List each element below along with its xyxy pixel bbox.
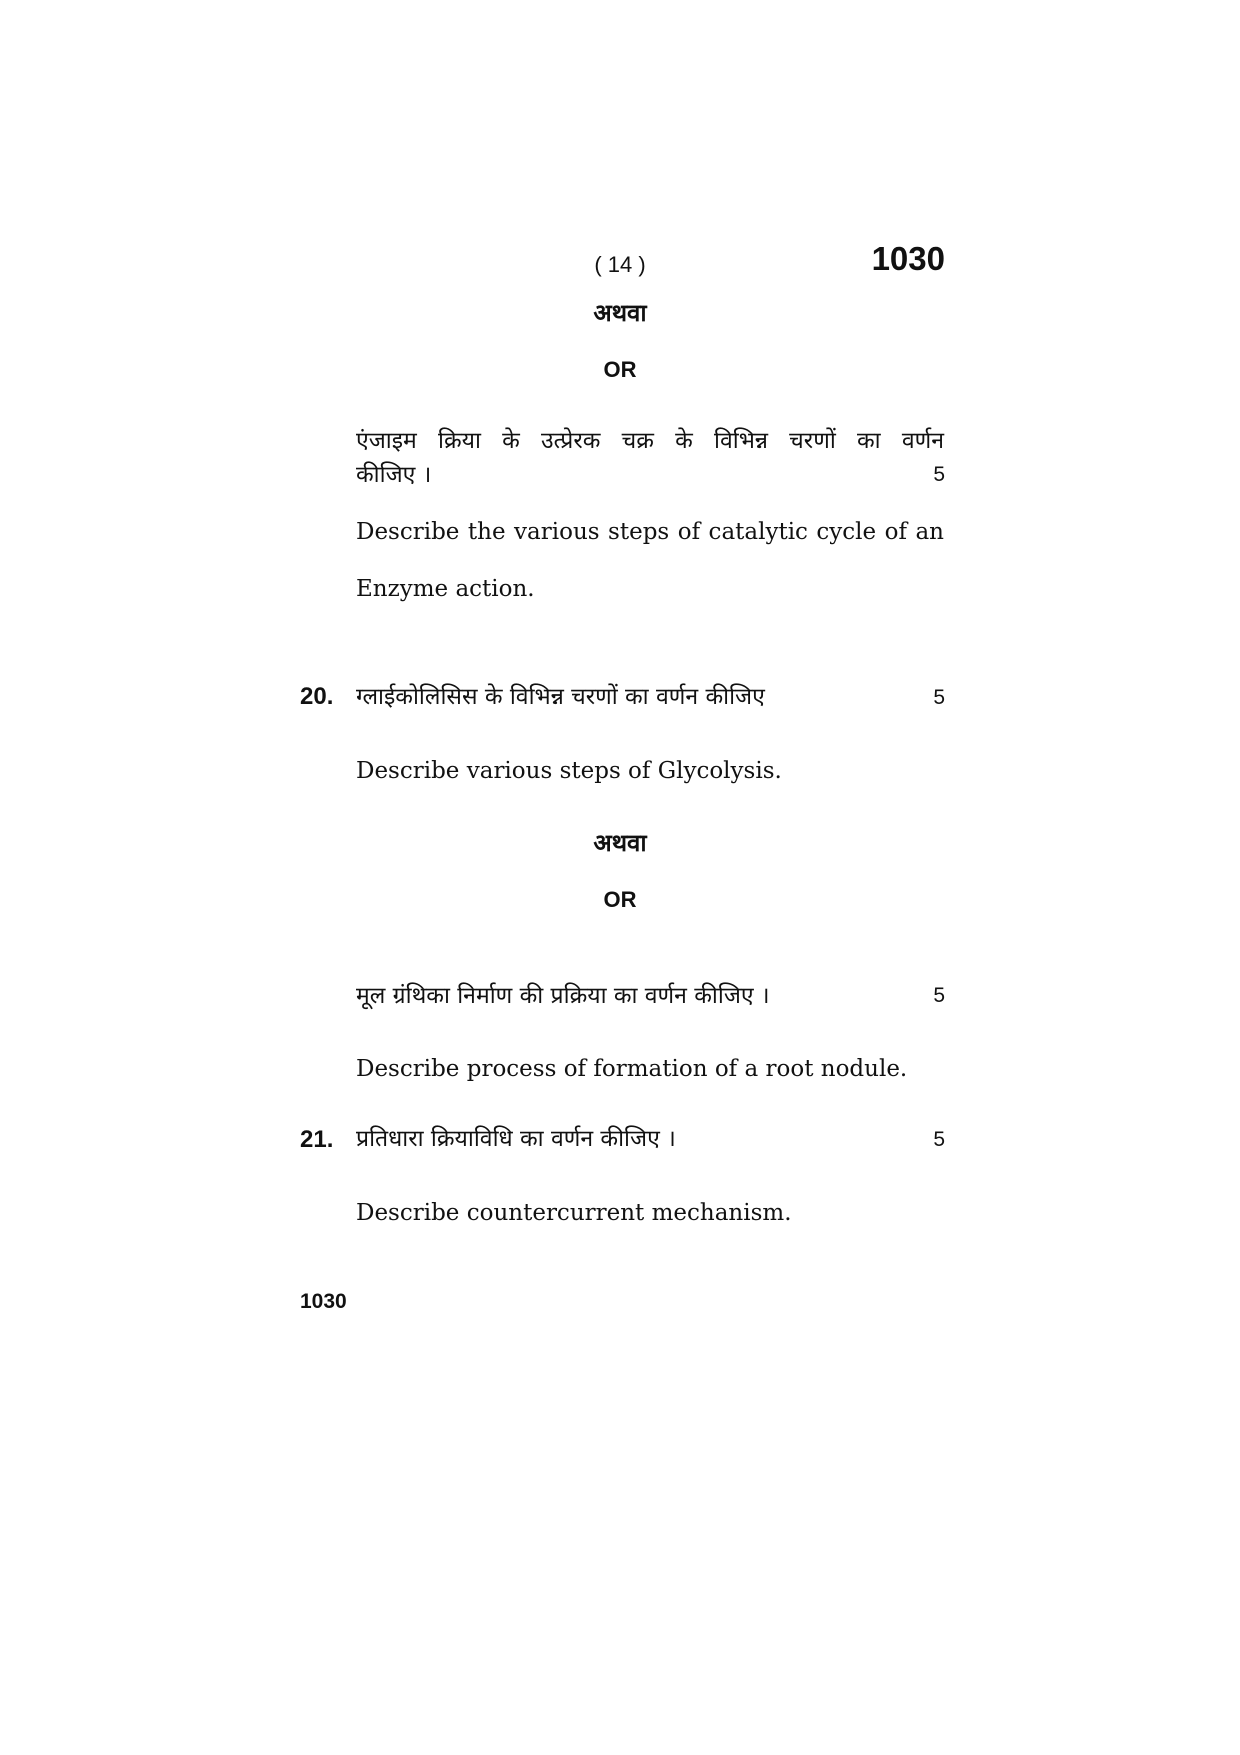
hindi-question-line: प्रतिधारा क्रियाविधि का वर्णन कीजिए । — [356, 1126, 676, 1152]
athva-label: अथवा — [593, 829, 647, 857]
english-question-line: Describe process of formation of a root nodule. — [356, 1056, 908, 1082]
paper-code-header: 1030 — [871, 240, 945, 277]
english-question-line: Describe the various steps of catalytic cycle of an — [356, 519, 944, 545]
marks-label: 5 — [933, 984, 945, 1007]
hindi-question-line: एंजाइम क्रिया के उत्प्रेरक चक्र के विभिन्न चरणों का वर्णन — [356, 428, 944, 454]
or-label: OR — [603, 887, 637, 912]
hindi-question-line: मूल ग्रंथिका निर्माण की प्रक्रिया का वर्णन कीजिए । — [356, 983, 770, 1009]
marks-label: 5 — [933, 1128, 945, 1151]
hindi-question-line: ग्लाईकोलिसिस के विभिन्न चरणों का वर्णन कीजिए — [356, 684, 765, 710]
english-question-line: Describe countercurrent mechanism. — [356, 1200, 792, 1226]
question-number: 21. — [300, 1126, 334, 1153]
marks-label: 5 — [933, 463, 945, 486]
page-number: ( 14 ) — [594, 252, 646, 277]
question-number: 20. — [300, 683, 334, 710]
paper-code-footer: 1030 — [300, 1290, 347, 1313]
hindi-question-line: कीजिए । — [356, 462, 432, 488]
english-question-line: Describe various steps of Glycolysis. — [356, 758, 782, 784]
english-question-line: Enzyme action. — [356, 576, 535, 602]
marks-label: 5 — [933, 686, 945, 709]
or-label: OR — [603, 357, 637, 382]
athva-label: अथवा — [593, 299, 647, 327]
